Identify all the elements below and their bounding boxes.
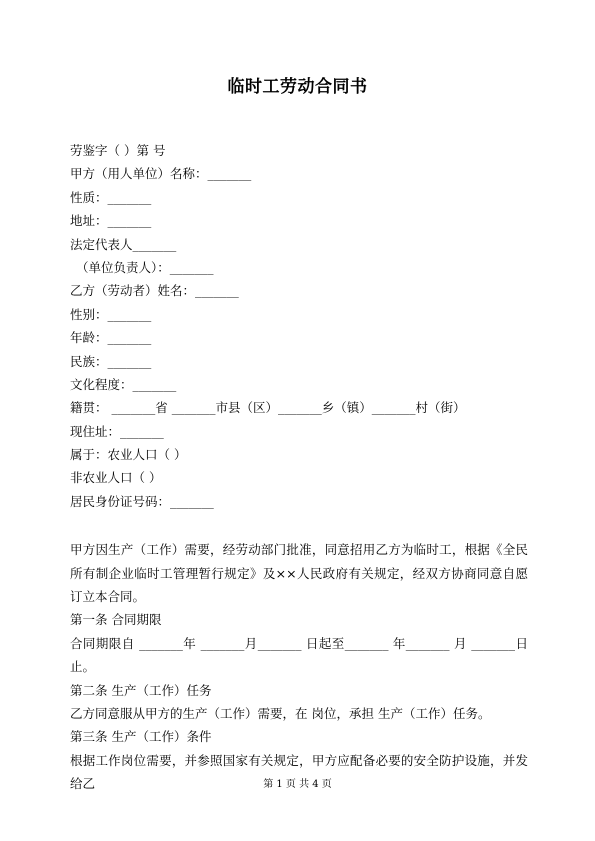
nature-line: 性质：_______ <box>70 189 152 205</box>
article-3-text: 根据工作岗位需要，并参照国家有关规定，甲方应配备必要的安全防护设施，并发给乙 <box>70 752 528 792</box>
age-line: 年龄：_______ <box>70 330 152 346</box>
unit-leader-line: （单位负责人）：_______ <box>76 259 214 275</box>
article-2-heading: 第二条 生产（工作）任务 <box>70 682 212 698</box>
legal-representative-line: 法定代表人_______ <box>70 236 177 252</box>
article-1-text: 合同期限自 _______年 _______月_______ 日起至_______ 年_______ 月 _______日止。 <box>70 635 528 675</box>
article-3-heading: 第三条 生产（工作）条件 <box>70 729 212 745</box>
party-a-name-line: 甲方（用人单位）名称：_______ <box>70 166 252 182</box>
page-number-footer: 第 1 页 共 4 页 <box>263 779 332 790</box>
id-number-line: 居民身份证号码：_______ <box>70 493 214 509</box>
document-body <box>70 139 528 796</box>
article-2-text: 乙方同意服从甲方的生产（工作）需要，在 岗位，承担 生产（工作）任务。 <box>70 706 491 722</box>
document-title: 临时工劳动合同书 <box>227 77 368 97</box>
ethnicity-line: 民族：_______ <box>70 353 152 369</box>
gender-line: 性别：_______ <box>70 306 152 322</box>
current-address-line: 现住址：_______ <box>70 423 164 439</box>
address-line: 地址：_______ <box>70 213 152 229</box>
file-number-line: 劳鉴字（ ）第 号 <box>70 143 166 158</box>
party-b-name-line: 乙方（劳动者）姓名：_______ <box>70 283 239 299</box>
education-line: 文化程度：_______ <box>70 376 177 392</box>
section-gap <box>70 513 528 538</box>
article-1-heading: 第一条 合同期限 <box>70 612 162 628</box>
intro-paragraph: 甲方因生产（工作）需要，经劳动部门批准，同意招用乙方为临时工，根据《全民所有制企业临时工管理暂行规定》及××人民政府有关规定，经双方协商同意自愿订立本合同。 <box>70 542 528 605</box>
non-agricultural-population-line: 非农业人口（ ） <box>70 470 162 486</box>
native-place-line: 籍贯： _______省 _______市县（区）_______乡（镇）_______村（街） <box>70 400 466 416</box>
agricultural-population-line: 属于：农业人口（ ） <box>70 447 187 463</box>
